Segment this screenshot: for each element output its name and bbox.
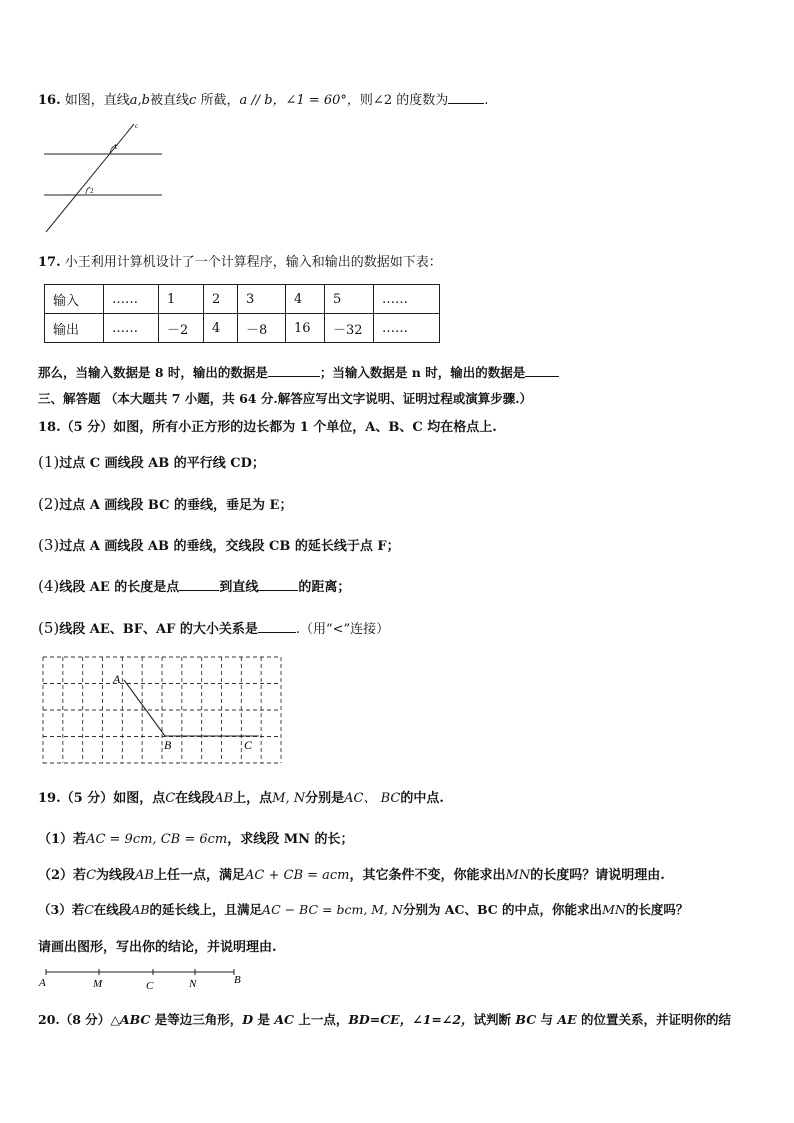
q18-stem: [38, 416, 497, 435]
part-text: 过点 C 画线段 AB 的平行线 CD；: [59, 456, 265, 471]
table-cell: －2: [159, 314, 204, 343]
q19-part-3-line-2: 请画出图形，写出你的结论，并说明理由.: [38, 940, 277, 955]
label-m: M: [93, 978, 103, 990]
math-d: D: [242, 1012, 254, 1027]
q17-follow-b: ；当输入数据是 n 时，输出的数据是: [319, 365, 526, 380]
table-cell: ……: [104, 314, 159, 343]
q20-text-c: 上一点，: [298, 1012, 349, 1027]
label-2: 2: [90, 187, 94, 195]
label-a: A: [39, 977, 46, 989]
math-ab: AB: [214, 791, 234, 806]
part-index: (5): [38, 619, 60, 637]
q18-part-3: [38, 535, 400, 554]
part-text: 若: [73, 868, 87, 883]
part-text: ，其它条件不变，你能求出: [349, 868, 506, 883]
table-cell: 输入: [45, 285, 104, 314]
q17-table: [44, 284, 440, 343]
q20-text-f: 的位置关系，并证明你的结: [580, 1012, 731, 1027]
label-n: N: [189, 978, 197, 990]
q16-end: .: [484, 93, 489, 108]
q19-stem-d: 分别是: [305, 791, 345, 806]
q20-text-b: 是: [257, 1012, 270, 1027]
math-c: C: [84, 902, 94, 917]
q19-part-3: [38, 900, 688, 918]
q18-part-4: [38, 576, 350, 595]
q19-stem: [38, 787, 444, 806]
q18-answer-blank-2[interactable]: [258, 578, 298, 591]
math-c: C: [86, 868, 97, 883]
part-index: (2): [38, 495, 60, 513]
q18-part-2: [38, 494, 292, 513]
table-cell: 4: [204, 314, 238, 343]
q16-number: 16.: [38, 93, 61, 108]
q18-grid-figure: [42, 656, 286, 764]
q20-text-d: 试判断: [473, 1012, 512, 1027]
q16-stem: [38, 89, 488, 108]
part-text: 若: [73, 832, 87, 847]
table-cell: 2: [204, 285, 238, 314]
label-1: 1: [114, 143, 118, 151]
q16-var-ab: a,b: [129, 93, 150, 108]
math-mn: MN: [505, 868, 531, 883]
section-header: 三、解答题 （本大题共 7 小题，共 64 分.解答应写出文字说明、证明过程或演算步骤.）: [38, 391, 533, 406]
table-cell: 16: [286, 314, 325, 343]
table-cell: －32: [325, 314, 374, 343]
table-cell: －8: [238, 314, 286, 343]
q16-text-a: 如图，直线: [64, 93, 130, 108]
part-index: （2）: [38, 868, 74, 883]
q19-stem-a: 如图，点: [113, 791, 166, 806]
part-text: 的距离；: [298, 580, 351, 595]
table-cell: ……: [374, 285, 440, 314]
part-index: （3）: [38, 902, 72, 917]
table-cell: 输出: [45, 314, 104, 343]
table-cell: 5: [325, 285, 374, 314]
q19-stem-b: 在线段: [175, 791, 215, 806]
label-c: c: [135, 122, 139, 130]
q17-number: 17.: [38, 255, 61, 270]
q20-number: 20.: [38, 1012, 60, 1027]
table-cell: ……: [374, 314, 440, 343]
q19-part-2: [38, 864, 665, 883]
q18-part-1: [38, 452, 265, 471]
part-text: 线段 AE 的长度是点: [59, 580, 180, 595]
table-row: [45, 285, 440, 314]
math-expr: AC + CB = acm: [245, 868, 350, 883]
part-text: 分别为 AC、BC 的中点，你能求出: [402, 902, 603, 917]
q16-var-c: c: [189, 93, 197, 108]
math-ac-bc: AC、 BC: [344, 791, 401, 806]
q17-answer-blank-1[interactable]: [268, 364, 320, 377]
part-text: 为线段: [96, 868, 136, 883]
math-expr: AC = 9cm, CB = 6cm: [86, 832, 228, 847]
math-ab: AB: [135, 868, 154, 883]
part-index: （1）: [38, 832, 74, 847]
q17-stem: [38, 251, 442, 270]
table-cell: 4: [286, 285, 325, 314]
q16-text-b: 被直线: [150, 93, 190, 108]
math-ab: AB: [131, 902, 150, 917]
q16-text-d: 则∠2 的度数为: [359, 93, 449, 108]
math-ac: AC: [274, 1012, 294, 1027]
part-index: (3): [38, 536, 60, 554]
label-b: B: [164, 738, 172, 752]
q16-condition: a // b，∠1 = 60°，: [239, 93, 360, 108]
part-text: .（用“<”连接）: [295, 622, 390, 637]
math-expr: AC − BC = bcm, M, N: [262, 902, 403, 917]
q16-figure: [40, 120, 170, 236]
table-cell: 1: [159, 285, 204, 314]
label-b: B: [234, 974, 241, 986]
q17-follow-up: [38, 363, 559, 381]
q20-score: （8 分）: [59, 1012, 111, 1027]
q16-text-c: 所截，: [200, 93, 240, 108]
label-c: C: [244, 738, 253, 752]
math-ae: AE: [557, 1012, 577, 1027]
q19-segment-figure: [38, 966, 258, 992]
q19-part-1: [38, 828, 354, 847]
q17-follow-a: 那么，当输入数据是 8 时，输出的数据是: [38, 365, 268, 380]
table-row: [45, 314, 440, 343]
q20-text-e: 与: [540, 1012, 554, 1027]
q16-answer-blank[interactable]: [448, 91, 484, 104]
part-index: (4): [38, 577, 60, 595]
q18-answer-blank-3[interactable]: [258, 620, 296, 633]
segment-ab: [124, 680, 165, 736]
math-mn: MN: [602, 902, 626, 917]
label-c: C: [146, 980, 154, 992]
q18-part-5: [38, 618, 389, 637]
part-text: 的延长线上，且满足: [149, 902, 263, 917]
part-text: 的长度吗？: [625, 902, 689, 917]
q20-condition: BD=CE，∠1=∠2，: [348, 1012, 474, 1027]
part-text: 上任一点，满足: [153, 868, 245, 883]
part-index: (1): [38, 453, 60, 471]
q18-answer-blank-1[interactable]: [179, 578, 219, 591]
q18-score: （5 分）: [60, 420, 114, 435]
q18-number: 18.: [38, 420, 61, 435]
q17-answer-blank-2[interactable]: [525, 364, 559, 377]
part-text: ，求线段 MN 的长；: [227, 832, 354, 847]
table-cell: 3: [238, 285, 286, 314]
part-text: 过点 A 画线段 BC 的垂线，垂足为 E；: [59, 498, 293, 513]
line-c: [46, 124, 134, 232]
q19-number: 19.: [38, 791, 61, 806]
q18-stem-text: 如图，所有小正方形的边长都为 1 个单位，A、B、C 均在格点上.: [113, 420, 497, 435]
q19-score: （5 分）: [60, 791, 114, 806]
part-text: 线段 AE、BF、AF 的大小关系是: [59, 622, 258, 637]
part-text: 在线段: [93, 902, 132, 917]
math-bc: BC: [515, 1012, 537, 1027]
part-text: 过点 A 画线段 AB 的垂线，交线段 CB 的延长线于点 F；: [59, 539, 400, 554]
q17-stem-text: 小王利用计算机设计了一个计算程序，输入和输出的数据如下表：: [64, 255, 442, 270]
part-text: 的长度吗？请说明理由.: [530, 868, 665, 883]
table-cell: ……: [104, 285, 159, 314]
math-mn: M, N: [272, 791, 306, 806]
part-text: 若: [71, 902, 85, 917]
part-text: 到直线: [219, 580, 259, 595]
q20-stem: [38, 1010, 731, 1028]
q19-stem-c: 上，点: [233, 791, 273, 806]
q19-stem-e: 的中点.: [400, 791, 444, 806]
math-triangle: △ABC: [110, 1012, 151, 1027]
math-c: C: [165, 791, 176, 806]
q20-text-a: 是等边三角形，: [154, 1012, 243, 1027]
label-a: A: [113, 672, 121, 686]
